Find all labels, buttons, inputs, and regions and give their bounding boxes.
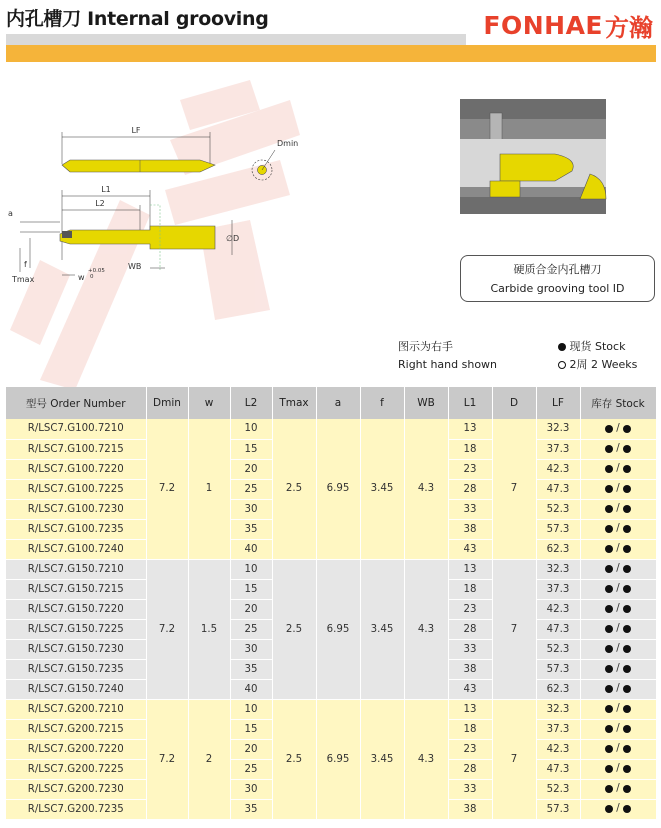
stock-dot-icon [623, 505, 631, 513]
cell-l1: 43 [448, 679, 492, 699]
stock-dot-icon [558, 343, 566, 351]
header-bar-gray [6, 34, 466, 45]
cell-lf: 32.3 [536, 699, 580, 719]
cell-l1: 28 [448, 479, 492, 499]
product-description-box [460, 255, 655, 302]
cell-order-number: R/LSC7.G200.7235 [6, 799, 146, 819]
stock-dot-icon [605, 765, 613, 773]
stock-separator: / [616, 783, 620, 795]
cell-tmax: 2.5 [272, 559, 316, 699]
cell-l2: 20 [230, 459, 272, 479]
cell-l2: 35 [230, 659, 272, 679]
cell-lf: 37.3 [536, 439, 580, 459]
cell-l1: 23 [448, 459, 492, 479]
cell-l1: 38 [448, 799, 492, 819]
cell-l1: 28 [448, 619, 492, 639]
stock-dot-icon [623, 565, 631, 573]
cell-l2: 10 [230, 419, 272, 439]
cell-lf: 47.3 [536, 479, 580, 499]
cell-order-number: R/LSC7.G100.7230 [6, 499, 146, 519]
cell-wb: 4.3 [404, 419, 448, 559]
cell-stock [580, 519, 656, 539]
stock-dot-icon [623, 545, 631, 553]
cell-stock [580, 699, 656, 719]
stock-dot-icon [623, 665, 631, 673]
stock-separator: / [616, 463, 620, 475]
cell-l1: 33 [448, 639, 492, 659]
header-bar-yellow [6, 45, 656, 62]
stock-dot-icon [623, 605, 631, 613]
stock-separator: / [616, 743, 620, 755]
stock-dot-icon [623, 785, 631, 793]
stock-separator: / [616, 623, 620, 635]
order-table [6, 387, 657, 820]
stock-dot-icon [623, 525, 631, 533]
cell-order-number: R/LSC7.G150.7215 [6, 579, 146, 599]
column-header: D [492, 387, 536, 419]
stock-dot-icon [605, 465, 613, 473]
cell-l2: 20 [230, 739, 272, 759]
cell-l1: 38 [448, 659, 492, 679]
cell-l1: 28 [448, 759, 492, 779]
label-dmin: Dmin [277, 139, 299, 148]
column-header: LF [536, 387, 580, 419]
stock-separator: / [616, 423, 620, 434]
cell-a: 6.95 [316, 699, 360, 819]
stock-dot-icon [605, 505, 613, 513]
table-body [6, 419, 656, 819]
cell-stock [580, 479, 656, 499]
cell-w: 2 [188, 699, 230, 819]
cell-l1: 33 [448, 779, 492, 799]
cell-tmax: 2.5 [272, 419, 316, 559]
cell-stock [580, 659, 656, 679]
cell-stock [580, 539, 656, 559]
stock-dot-icon [623, 585, 631, 593]
cell-l2: 25 [230, 479, 272, 499]
cell-a: 6.95 [316, 559, 360, 699]
cell-stock [580, 459, 656, 479]
column-header: L2 [230, 387, 272, 419]
cell-d: 7 [492, 559, 536, 699]
cell-order-number: R/LSC7.G200.7210 [6, 699, 146, 719]
cell-stock [580, 779, 656, 799]
label-w-tol-lower: 0 [90, 274, 94, 280]
cell-wb: 4.3 [404, 559, 448, 699]
cell-l1: 18 [448, 439, 492, 459]
cell-l1: 23 [448, 599, 492, 619]
stock-dot-icon [605, 645, 613, 653]
cell-a: 6.95 [316, 419, 360, 559]
stock-dot-icon [605, 805, 613, 813]
label-l2: L2 [95, 199, 105, 208]
stock-separator: / [616, 683, 620, 695]
stock-separator: / [616, 763, 620, 775]
cell-stock [580, 559, 656, 579]
cell-f: 3.45 [360, 419, 404, 559]
stock-separator: / [616, 703, 620, 715]
cell-f: 3.45 [360, 699, 404, 819]
column-header: WB [404, 387, 448, 419]
cell-l2: 30 [230, 639, 272, 659]
stock-dot-icon [605, 585, 613, 593]
cell-order-number: R/LSC7.G200.7225 [6, 759, 146, 779]
tool-in-bore-illustration [460, 99, 606, 214]
stock-dot-icon [605, 745, 613, 753]
cell-order-number: R/LSC7.G150.7240 [6, 679, 146, 699]
column-header: 型号 Order Number [6, 387, 146, 419]
cell-order-number: R/LSC7.G200.7230 [6, 779, 146, 799]
stock-dot-icon [623, 425, 631, 433]
cell-f: 3.45 [360, 559, 404, 699]
cell-stock [580, 499, 656, 519]
label-a: a [8, 209, 13, 218]
page-title: 内孔槽刀 Internal grooving [6, 8, 269, 30]
stock-dot-icon [623, 705, 631, 713]
description-en: Carbide grooving tool ID [490, 282, 625, 295]
hand-note-en: Right hand shown [398, 358, 498, 371]
cell-l2: 40 [230, 679, 272, 699]
stock-dot-icon [605, 785, 613, 793]
cell-w: 1.5 [188, 559, 230, 699]
table-row [6, 699, 656, 719]
cell-l1: 13 [448, 419, 492, 439]
cell-lf: 57.3 [536, 799, 580, 819]
cell-d: 7 [492, 699, 536, 819]
table-row [6, 419, 656, 439]
stock-dot-icon [605, 545, 613, 553]
cell-l1: 18 [448, 719, 492, 739]
stock-label: 现货 Stock [569, 340, 626, 353]
cell-l2: 20 [230, 599, 272, 619]
stock-legend [558, 338, 637, 374]
stock-separator: / [616, 443, 620, 455]
cell-l2: 25 [230, 759, 272, 779]
stock-dot-icon [605, 485, 613, 493]
stock-dot-icon [623, 805, 631, 813]
stock-dot-icon [605, 425, 613, 433]
cell-l1: 13 [448, 559, 492, 579]
cell-lf: 32.3 [536, 559, 580, 579]
cell-lf: 52.3 [536, 639, 580, 659]
brand-logo [483, 10, 653, 40]
cell-order-number: R/LSC7.G150.7235 [6, 659, 146, 679]
column-header: Dmin [146, 387, 188, 419]
stock-dot-icon [605, 605, 613, 613]
stock-dot-icon [623, 725, 631, 733]
cell-wb: 4.3 [404, 699, 448, 819]
cell-stock [580, 419, 656, 439]
stock-dot-icon [605, 445, 613, 453]
stock-dot-icon [605, 685, 613, 693]
table-header-row [6, 387, 656, 419]
cell-lf: 62.3 [536, 539, 580, 559]
cell-order-number: R/LSC7.G100.7225 [6, 479, 146, 499]
cell-l1: 33 [448, 499, 492, 519]
stock-dot-icon [623, 485, 631, 493]
cell-order-number: R/LSC7.G150.7230 [6, 639, 146, 659]
cell-order-number: R/LSC7.G200.7215 [6, 719, 146, 739]
label-f: f [24, 260, 27, 269]
cell-stock [580, 599, 656, 619]
cell-d: 7 [492, 419, 536, 559]
stock-separator: / [616, 563, 620, 575]
weeks-label: 2周 2 Weeks [569, 358, 638, 371]
cell-lf: 42.3 [536, 459, 580, 479]
cell-lf: 42.3 [536, 599, 580, 619]
stock-dot-icon [605, 665, 613, 673]
column-header: L1 [448, 387, 492, 419]
cell-l2: 35 [230, 519, 272, 539]
stock-separator: / [616, 803, 620, 815]
cell-order-number: R/LSC7.G150.7210 [6, 559, 146, 579]
label-w: w [78, 273, 85, 282]
cell-stock [580, 719, 656, 739]
label-wb: WB [128, 262, 142, 271]
stock-dot-icon [623, 685, 631, 693]
cell-lf: 57.3 [536, 519, 580, 539]
column-header: 库存 Stock [580, 387, 656, 419]
cell-stock [580, 739, 656, 759]
stock-separator: / [616, 723, 620, 735]
stock-separator: / [616, 603, 620, 615]
stock-separator: / [616, 543, 620, 555]
cell-stock [580, 619, 656, 639]
cell-lf: 47.3 [536, 759, 580, 779]
cell-l2: 35 [230, 799, 272, 819]
stock-dot-icon [605, 525, 613, 533]
cell-l1: 18 [448, 579, 492, 599]
cell-tmax: 2.5 [272, 699, 316, 819]
cell-dmin: 7.2 [146, 419, 188, 559]
cell-stock [580, 679, 656, 699]
stock-dot-icon [623, 645, 631, 653]
stock-dot-icon [623, 465, 631, 473]
hand-note [398, 338, 497, 374]
cell-l2: 15 [230, 439, 272, 459]
stock-dot-icon [623, 445, 631, 453]
column-header: w [188, 387, 230, 419]
cell-order-number: R/LSC7.G200.7220 [6, 739, 146, 759]
cell-lf: 52.3 [536, 779, 580, 799]
column-header: f [360, 387, 404, 419]
tool-dimension-diagram [0, 110, 299, 290]
cell-dmin: 7.2 [146, 559, 188, 699]
label-w-tol-upper: +0.05 [88, 268, 105, 274]
table-row [6, 559, 656, 579]
cell-l2: 25 [230, 619, 272, 639]
logo-cjk: 方瀚 [605, 13, 653, 42]
column-header: Tmax [272, 387, 316, 419]
cell-l1: 23 [448, 739, 492, 759]
cell-lf: 62.3 [536, 679, 580, 699]
cell-l2: 30 [230, 779, 272, 799]
cell-l2: 10 [230, 559, 272, 579]
cell-l1: 13 [448, 699, 492, 719]
stock-dot-icon [605, 565, 613, 573]
cell-l2: 30 [230, 499, 272, 519]
stock-dot-icon [623, 745, 631, 753]
stock-separator: / [616, 663, 620, 675]
description-cn: 硬质合金内孔槽刀 [513, 263, 602, 276]
cell-stock [580, 799, 656, 819]
label-l1: L1 [101, 185, 111, 194]
stock-dot-icon [605, 625, 613, 633]
weeks-ring-icon [558, 361, 566, 369]
cell-order-number: R/LSC7.G100.7210 [6, 419, 146, 439]
label-lf: LF [131, 126, 141, 135]
cell-stock [580, 439, 656, 459]
cell-lf: 32.3 [536, 419, 580, 439]
logo-latin: FONHAE [483, 10, 603, 40]
cell-stock [580, 579, 656, 599]
cell-lf: 37.3 [536, 579, 580, 599]
stock-separator: / [616, 483, 620, 495]
cell-order-number: R/LSC7.G100.7220 [6, 459, 146, 479]
cell-w: 1 [188, 419, 230, 559]
stock-separator: / [616, 643, 620, 655]
stock-dot-icon [623, 625, 631, 633]
cell-l2: 15 [230, 579, 272, 599]
stock-separator: / [616, 583, 620, 595]
stock-separator: / [616, 503, 620, 515]
cell-l2: 15 [230, 719, 272, 739]
stock-separator: / [616, 523, 620, 535]
cell-lf: 47.3 [536, 619, 580, 639]
cell-l1: 38 [448, 519, 492, 539]
cell-lf: 57.3 [536, 659, 580, 679]
cell-lf: 37.3 [536, 719, 580, 739]
cell-lf: 52.3 [536, 499, 580, 519]
cell-order-number: R/LSC7.G100.7215 [6, 439, 146, 459]
cell-stock [580, 639, 656, 659]
cell-order-number: R/LSC7.G100.7240 [6, 539, 146, 559]
cell-dmin: 7.2 [146, 699, 188, 819]
cell-order-number: R/LSC7.G100.7235 [6, 519, 146, 539]
stock-dot-icon [605, 705, 613, 713]
label-d: ∅D [226, 234, 240, 243]
cell-l1: 43 [448, 539, 492, 559]
column-header: a [316, 387, 360, 419]
hand-note-cn: 图示为右手 [398, 340, 453, 353]
cell-lf: 42.3 [536, 739, 580, 759]
cell-l2: 40 [230, 539, 272, 559]
cell-stock [580, 759, 656, 779]
cell-l2: 10 [230, 699, 272, 719]
stock-dot-icon [605, 725, 613, 733]
cell-order-number: R/LSC7.G150.7225 [6, 619, 146, 639]
stock-dot-icon [623, 765, 631, 773]
cell-order-number: R/LSC7.G150.7220 [6, 599, 146, 619]
label-tmax: Tmax [12, 275, 35, 284]
